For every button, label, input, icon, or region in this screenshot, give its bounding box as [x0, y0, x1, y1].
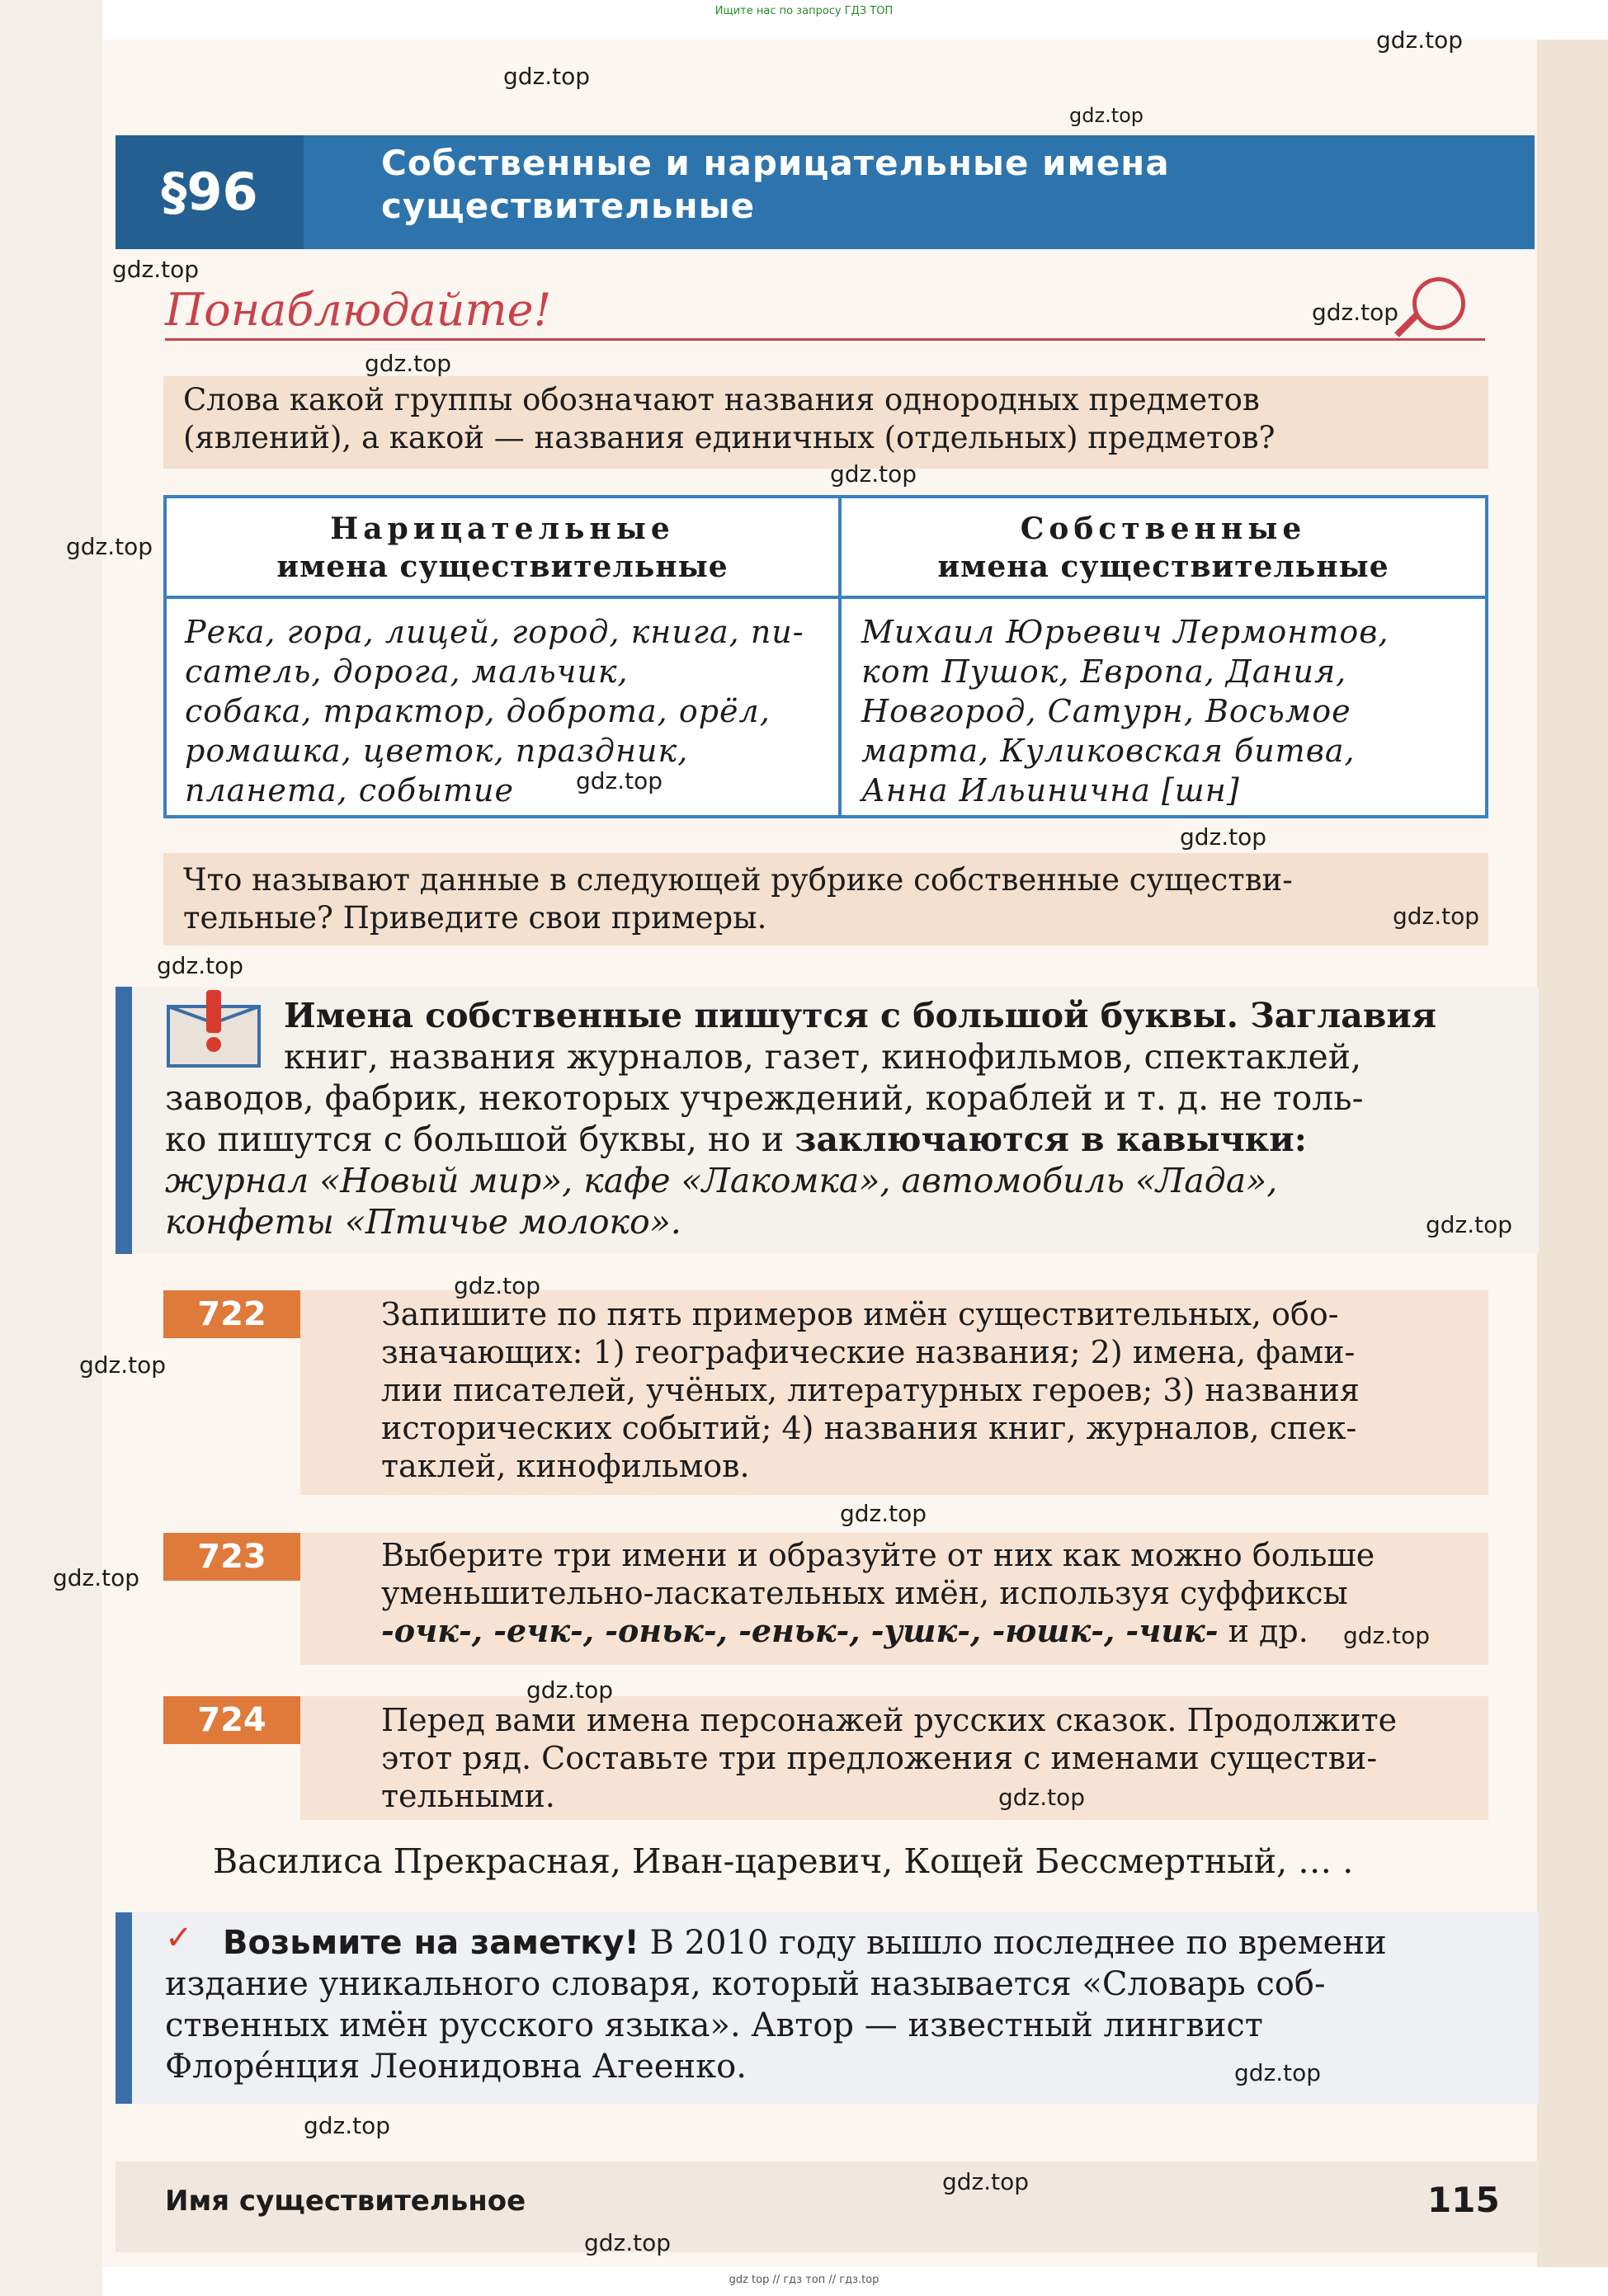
watermark: gdz.top: [830, 460, 917, 488]
fairy-tale-names: Василиса Прекрасная, Иван-царевич, Кощей Бессмертный, … .: [213, 1841, 1354, 1881]
rule-bold: заключаются в кавычки:: [795, 1120, 1307, 1159]
note-line-2: издание уникального словаря, который называется «Словарь соб-: [165, 1965, 1326, 2003]
question-line: Что называют данные в следующей рубрике собственные существи-: [183, 862, 1293, 898]
observe-underline: [165, 338, 1485, 341]
table-cell-common: [185, 612, 828, 810]
table-header-proper: [842, 510, 1485, 586]
watermark: gdz.top: [942, 2168, 1030, 2195]
exercise-number: 723: [163, 1533, 300, 1581]
watermark: gdz.top: [79, 1351, 167, 1379]
bottom-note: gdz top // гдз топ // гдз.top: [729, 2274, 879, 2286]
watermark: gdz.top: [1312, 299, 1399, 326]
exercise-line: тельными.: [381, 1778, 555, 1814]
rule-line-6: конфеты «Птичье молоко».: [165, 1202, 681, 1242]
watermark: gdz.top: [1343, 1622, 1431, 1649]
table-header-divider: [163, 596, 1488, 599]
table-header-line: имена существительные: [937, 549, 1389, 584]
page-binding-shadow: [0, 0, 102, 2296]
watermark: gdz.top: [1234, 2059, 1322, 2086]
table-header-line: имена существительные: [276, 549, 729, 584]
rule-bold-tail: Заглавия: [1238, 996, 1437, 1035]
exercise-line: уменьшительно-ласкательных имён, используя суффиксы: [381, 1575, 1348, 1611]
watermark: gdz.top: [576, 767, 663, 794]
exclamation-icon: [165, 990, 262, 1069]
exercise-number: 724: [163, 1696, 300, 1744]
exercise-line: лии писателей, учёных, литературных героев; 3) названия: [381, 1372, 1360, 1408]
table-cell-proper: [861, 612, 1480, 810]
watermark: gdz.top: [1393, 903, 1480, 930]
watermark: gdz.top: [53, 1564, 140, 1591]
watermark: gdz.top: [1426, 1211, 1513, 1238]
checkmark-icon: ✓: [165, 1919, 193, 1957]
note-text-rest: В 2010 году вышло последнее по времени: [639, 1924, 1387, 1962]
note-line-4: Флоре́нция Леонидовна Агеенко.: [165, 2048, 747, 2086]
question-line: тельные? Приведите свои примеры.: [183, 900, 767, 936]
suffix-list: -очк-, -ечк-, -оньк-, -еньк-, -ушк-, -юшк-, -чик-: [381, 1612, 1219, 1649]
suffix-tail: и др.: [1218, 1613, 1309, 1649]
table-cell-line: Анна Ильинична [шн]: [861, 772, 1240, 809]
rule-line-5: журнал «Новый мир», кафе «Лакомка», автомобиль «Лада»,: [165, 1161, 1278, 1200]
rule-accent-bar: [116, 987, 132, 1254]
table-cell-line: ромашка, цветок, праздник,: [185, 733, 689, 769]
rule-line-1: [284, 995, 1493, 1036]
table-cell-line: планета, событие: [185, 772, 514, 809]
watermark: gdz.top: [998, 1784, 1086, 1811]
exercise-line: Перед вами имена персонажей русских сказок. Продолжите: [381, 1702, 1398, 1738]
question-text: [183, 861, 1470, 937]
page-number: 115: [1427, 2180, 1500, 2220]
table-cell-line: кот Пушок, Европа, Дания,: [861, 653, 1347, 690]
magnifier-icon: [1412, 277, 1465, 330]
table-cell-line: сатель, дорога, мальчик,: [185, 653, 629, 690]
exercise-line: Выберите три имени и образуйте от них как можно больше: [381, 1537, 1375, 1573]
rule-line-4: [165, 1119, 1493, 1160]
watermark: gdz.top: [1180, 823, 1267, 851]
page-edge-shadow: [1537, 40, 1608, 2267]
section-title-line2: существительные: [381, 186, 756, 226]
section-number: §96: [116, 135, 304, 249]
rule-line-2: книг, названия журналов, газет, кинофильмов, спектаклей,: [284, 1037, 1362, 1077]
table-cell-line: собака, трактор, доброта, орёл,: [185, 693, 771, 729]
exercise-line: таклей, кинофильмов.: [381, 1448, 750, 1484]
footer-section-title: Имя существительное: [165, 2185, 526, 2218]
observe-heading: Понаблюдайте!: [165, 284, 552, 336]
watermark: gdz.top: [66, 533, 153, 560]
exercise-line: этот ряд. Составьте три предложения с именами существи-: [381, 1740, 1378, 1776]
rule-line-3: заводов, фабрик, некоторых учреждений, кораблей и т. д. не толь-: [165, 1078, 1364, 1118]
watermark: gdz.top: [304, 2112, 391, 2139]
watermark: gdz.top: [112, 256, 200, 283]
table-cell-line: марта, Куликовская битва,: [861, 733, 1356, 769]
exercise-line: Запишите по пять примеров имён существительных, обо-: [381, 1296, 1339, 1332]
section-title: [381, 142, 1170, 228]
exercise-line: исторических событий; 4) названия книг, журналов, спек-: [381, 1410, 1357, 1446]
table-cell-line: Новгород, Сатурн, Восьмое: [861, 693, 1351, 729]
watermark: gdz.top: [1376, 26, 1464, 54]
note-line-1: [223, 1922, 1493, 1964]
watermark: gdz.top: [1069, 104, 1144, 127]
question-text: [183, 381, 1470, 457]
table-header-common: [167, 510, 838, 586]
table-header-line: Собственные: [1020, 512, 1307, 546]
exercise-number: 722: [163, 1290, 300, 1338]
watermark: gdz.top: [840, 1500, 927, 1527]
table-cell-line: Михаил Юрьевич Лермонтов,: [861, 614, 1389, 650]
watermark: gdz.top: [584, 2229, 672, 2256]
exercise-text: [381, 1536, 1470, 1650]
note-accent-bar: [116, 1912, 132, 2104]
note-bold: Возьмите на заметку!: [223, 1924, 639, 1962]
question-line: (явлений), а какой — названия единичных (отдельных) предметов?: [183, 420, 1276, 455]
table-header-line: Нарицательные: [330, 512, 675, 546]
watermark: gdz.top: [526, 1676, 614, 1704]
rule-text-plain: ко пишутся с большой буквы, но и: [165, 1120, 795, 1159]
note-line-3: ственных имён русского языка». Автор — известный лингвист: [165, 2006, 1263, 2044]
rule-bold: Имена собственные пишутся с большой буквы.: [284, 996, 1238, 1035]
table-cell-line: Река, гора, лицей, город, книга, пи-: [185, 614, 804, 650]
exercise-line: [381, 1612, 1470, 1650]
exercise-text: [381, 1701, 1470, 1815]
watermark: gdz.top: [503, 63, 591, 90]
exercise-line: значающих: 1) географические названия; 2) имена, фами-: [381, 1334, 1356, 1370]
watermark: gdz.top: [157, 952, 244, 979]
exercise-text: [381, 1295, 1470, 1485]
section-title-line1: Собственные и нарицательные имена: [381, 143, 1170, 183]
question-line: Слова какой группы обозначают названия однородных предметов: [183, 382, 1260, 417]
top-note: Ищите нас по запросу ГДЗ ТОП: [714, 5, 894, 17]
watermark: gdz.top: [454, 1272, 541, 1299]
watermark: gdz.top: [365, 350, 452, 377]
